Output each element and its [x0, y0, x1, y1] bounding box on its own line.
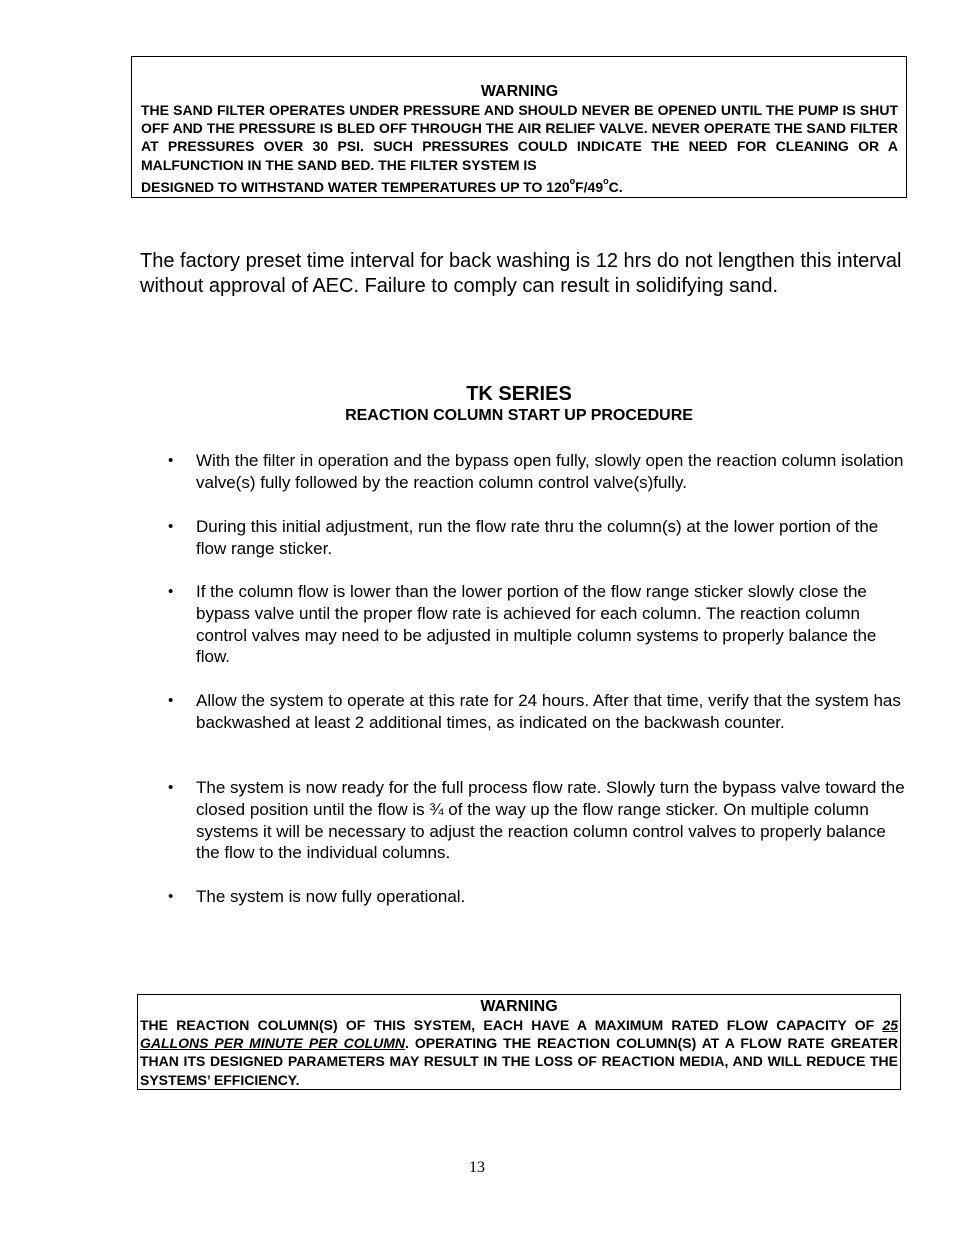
- warning-text-main: THE SAND FILTER OPERATES UNDER PRESSURE AND SHOULD NEVER BE OPENED UNTIL THE PUMP IS SHUT OFF AND THE PRESSURE IS BLED OFF THROUGH THE AIR RELIEF VALVE. NEVER OPERATE THE SAND FILTER AT PRESSURES OVER 30 PSI. SUCH PRESSURES COULD INDICATE THE NEED FOR CLEANING OR A MALFUNCTION IN THE SAND BED. THE FILTER SYSTEM IS: [141, 102, 898, 173]
- reaction-column-warning-box: [137, 994, 901, 1090]
- flow-capacity-emphasis: 25 GALLONS PER MINUTE PER COLUMN: [140, 1017, 898, 1052]
- warning-text-a: THE REACTION COLUMN(S) OF THIS SYSTEM, EACH HAVE A MAXIMUM RATED FLOW CAPACITY OF: [140, 1017, 883, 1033]
- warning-title: WARNING: [480, 998, 558, 1015]
- procedure-step-text: If the column flow is lower than the lower portion of the flow range sticker slowly close the bypass valve until the proper flow rate is achieved for each column. The reaction column control valves may need to be adjusted in multiple column systems to properly balance the flow.: [196, 582, 877, 667]
- bullet-icon: •: [168, 692, 174, 709]
- temperature-text-b: F/49: [575, 178, 604, 195]
- section-subtitle: REACTION COLUMN START UP PROCEDURE: [345, 407, 693, 424]
- sand-filter-warning-box: [131, 56, 907, 198]
- procedure-step-text: Allow the system to operate at this rate for 24 hours. After that time, verify that the system has backwashed at least 2 additional times, as indicated on the backwash counter.: [196, 691, 901, 732]
- page-number: 13: [469, 1159, 485, 1176]
- bullet-icon: •: [168, 452, 174, 469]
- procedure-step-text: During this initial adjustment, run the flow rate thru the column(s) at the lower portion of the flow range sticker.: [196, 517, 879, 558]
- procedure-step-text: The system is now ready for the full process flow rate. Slowly turn the bypass valve toward the closed position until the flow is ¾ of the way up the flow range sticker. On multiple column systems it will be necessary to adjust the reaction column control valves to properly balance the flow to the individual columns.: [196, 778, 905, 863]
- warning-text-last-line: [141, 178, 898, 196]
- degree-symbol: o: [569, 176, 576, 187]
- temperature-text-c: C.: [608, 178, 623, 195]
- bullet-icon: •: [168, 888, 174, 905]
- bullet-icon: •: [168, 583, 174, 600]
- backwash-interval-paragraph: The factory preset time interval for back washing is 12 hrs do not lengthen this interval without approval of AEC. Failure to comply can result in solidifying sand.: [140, 250, 902, 297]
- warning-text: [140, 1016, 898, 1089]
- warning-title: WARNING: [480, 83, 559, 100]
- bullet-icon: •: [168, 779, 174, 796]
- procedure-step-text: The system is now fully operational.: [196, 887, 466, 906]
- warning-text-b: . OPERATING THE REACTION COLUMN(S) AT A FLOW RATE GREATER THAN ITS DESIGNED PARAMETERS MAY RESULT IN THE LOSS OF REACTION MEDIA, AND WILL REDUCE THE SYSTEMS’ EFFICIENCY.: [140, 1035, 898, 1088]
- bullet-icon: •: [168, 518, 174, 535]
- procedure-step-text: With the filter in operation and the bypass open fully, slowly open the reaction column isolation valve(s) fully followed by the reaction column control valve(s)fully.: [196, 451, 904, 492]
- warning-text: [141, 101, 898, 196]
- degree-symbol: o: [603, 176, 609, 187]
- section-title: TK SERIES: [466, 383, 572, 405]
- temperature-text-a: DESIGNED TO WITHSTAND WATER TEMPERATURES UP TO 120: [141, 178, 570, 195]
